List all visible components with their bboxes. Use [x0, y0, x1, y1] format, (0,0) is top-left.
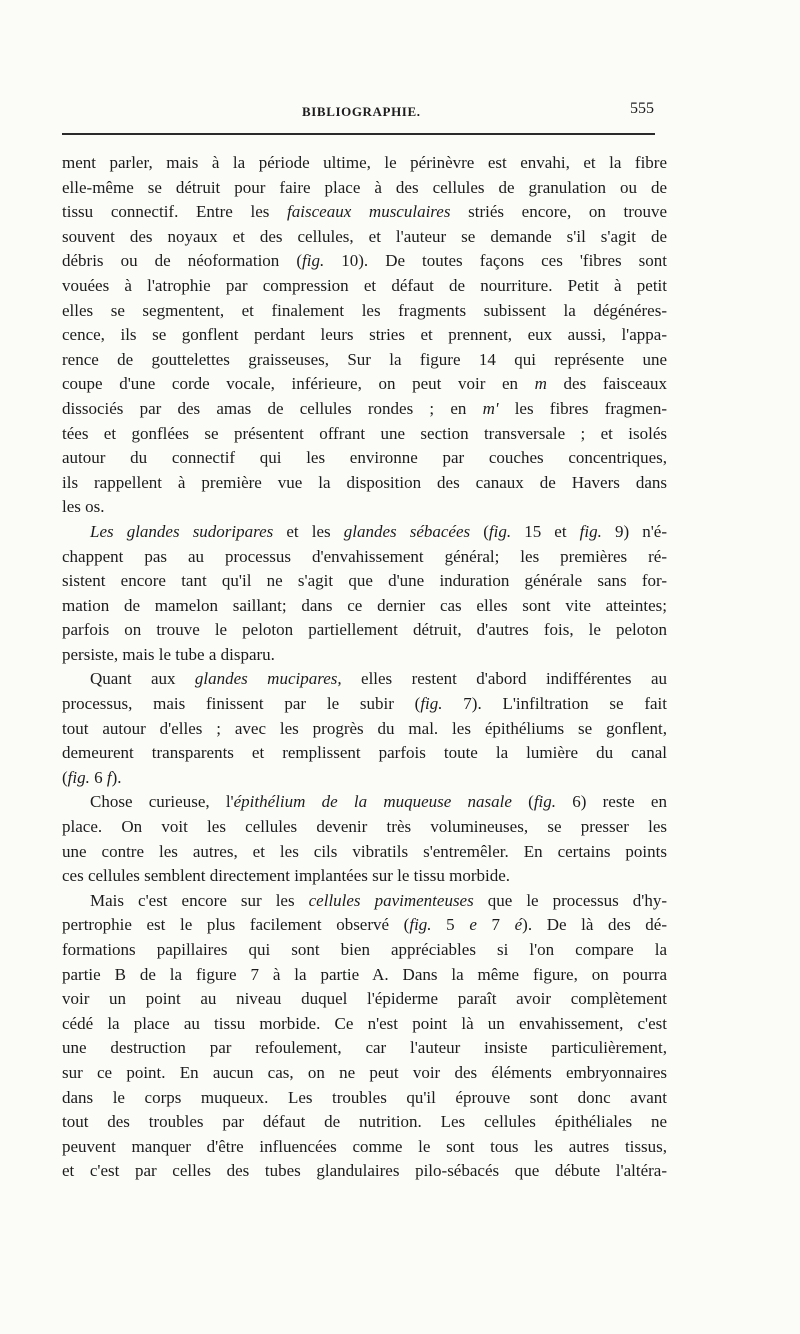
text-line: [62, 176, 667, 201]
italic-text: fig.: [409, 915, 432, 935]
italic-text: fig.: [533, 792, 557, 812]
text-segment: (: [470, 521, 489, 541]
italic-text: faisceaux musculaires: [287, 202, 451, 222]
text-segment: Chose curieuse, l': [90, 792, 234, 812]
paragraph: [62, 520, 667, 668]
text-segment: processus, mais finissent par le subir (: [62, 694, 421, 714]
text-segment: elles restent d'abord indifférentes au: [341, 669, 667, 689]
text-segment: les fibres fragmen-: [498, 398, 667, 418]
text-segment: mation de mamelon saillant; dans ce dernier cas elles sont vite atteintes;: [62, 595, 667, 615]
text-segment: débris ou de néoformation (: [62, 251, 302, 271]
text-segment: ment parler, mais à la période ultime, le périnèvre est envahi, et la fibre: [62, 153, 667, 172]
text-segment: dissociés par des amas de cellules rondes ; en: [62, 398, 483, 418]
italic-text: glandes sébacées: [343, 521, 471, 541]
text-segment: une destruction par refoulement, car l'auteur insiste particulièrement,: [62, 1038, 667, 1058]
text-segment: vouées à l'atrophie par compression et défaut de nourriture. Petit à petit: [62, 275, 667, 295]
italic-text: fig.: [579, 521, 602, 541]
text-segment: 7). L'infiltration se fait: [442, 694, 667, 714]
text-line: [62, 864, 667, 889]
text-segment: et c'est par celles des tubes glandulaires pilo-sébacés que débute l'altéra-: [62, 1161, 667, 1181]
text-line: [62, 987, 667, 1012]
text-segment: 6) reste en: [556, 792, 667, 812]
text-line: [62, 545, 667, 570]
text-line: [62, 840, 667, 865]
header-rule: [62, 133, 655, 135]
text-line: [62, 225, 667, 250]
paragraph: [62, 667, 667, 790]
text-line: [62, 372, 667, 397]
text-segment: coupe d'une corde vocale, inférieure, on peut voir en: [62, 374, 535, 394]
italic-text: glandes mucipares,: [194, 669, 342, 689]
text-segment: (: [62, 767, 68, 787]
text-line: [62, 495, 667, 520]
text-segment: 5: [431, 915, 470, 935]
text-line: [62, 913, 667, 938]
italic-text: cellules pavimenteuses: [308, 890, 474, 910]
text-line: [62, 249, 667, 274]
text-segment: 7: [476, 915, 515, 935]
text-segment: elle-même se détruit pour faire place à des cellules de granulation ou de: [62, 177, 667, 197]
text-line: [62, 1012, 667, 1037]
italic-text: fig.: [420, 694, 443, 714]
text-line: [62, 692, 667, 717]
text-line: [62, 643, 667, 668]
text-line: [62, 790, 667, 815]
text-segment: 15 et: [511, 521, 580, 541]
text-segment: peuvent manquer d'être influencées comme le sont tous les autres tissus,: [62, 1136, 667, 1156]
paragraph: [62, 889, 667, 1184]
text-line: [62, 422, 667, 447]
text-segment: 10). De toutes façons ces 'fibres sont: [324, 251, 667, 271]
text-line: [62, 299, 667, 324]
text-line: [62, 741, 667, 766]
text-segment: (: [511, 792, 534, 812]
text-line: [62, 1159, 667, 1184]
text-line: [62, 323, 667, 348]
text-segment: les os.: [62, 497, 105, 517]
text-segment: tout des troubles par défaut de nutrition. Les cellules épithéliales ne: [62, 1112, 667, 1132]
text-segment: cédé la place au tissu morbide. Ce n'est point là un envahissement, c'est: [62, 1013, 667, 1033]
text-segment: place. On voit les cellules devenir très volumineuses, se presser les: [62, 817, 667, 837]
text-line: [62, 1061, 667, 1086]
text-segment: partie B de la figure 7 à la partie A. Dans la même figure, on pourra: [62, 964, 667, 984]
text-segment: demeurent transparents et remplissent parfois toute la lumière du canal: [62, 743, 667, 763]
italic-text: m: [534, 374, 547, 394]
italic-text: fig.: [488, 521, 512, 541]
paragraph: [62, 790, 667, 888]
italic-text: f: [106, 767, 112, 787]
text-line: [62, 766, 667, 791]
paragraph: [62, 151, 667, 520]
text-segment: voir un point au niveau duquel l'épiderme paraît avoir complètement: [62, 989, 667, 1009]
text-line: [62, 569, 667, 594]
text-line: [62, 520, 667, 545]
text-segment: ces cellules semblent directement implantées sur le tissu morbide.: [62, 866, 511, 886]
text-line: [62, 1135, 667, 1160]
text-line: [62, 963, 667, 988]
text-segment: rence de gouttelettes graisseuses, Sur la figure 14 qui représente une: [62, 349, 667, 369]
text-line: [62, 1086, 667, 1111]
text-line: [62, 200, 667, 225]
text-line: [62, 471, 667, 496]
text-segment: sistent encore tant qu'il ne s'agit que d'une induration générale sans for-: [62, 571, 667, 591]
text-segment: ils rappellent à première vue la disposition des canaux de Havers dans: [62, 472, 667, 492]
text-segment: striés encore, on trouve: [450, 202, 667, 222]
text-line: [62, 938, 667, 963]
text-segment: tées et gonflées se présentent offrant une section transversale ; et isolés: [62, 423, 667, 443]
text-segment: et les: [273, 521, 344, 541]
text-line: [62, 151, 667, 176]
italic-text: Les glandes sudoripares: [90, 521, 274, 541]
text-segment: elles se segmentent, et finalement les fragments subissent la dégénéres-: [62, 300, 667, 320]
page-number: 555: [630, 100, 654, 117]
text-segment: Quant aux: [90, 669, 195, 689]
text-line: [62, 446, 667, 471]
text-line: [62, 815, 667, 840]
text-segment: 6: [89, 767, 107, 787]
body-text: [62, 151, 667, 1184]
italic-text: fig.: [67, 767, 90, 787]
italic-text: é: [514, 915, 523, 935]
italic-text: fig.: [302, 251, 325, 271]
italic-text: épithélium de la muqueuse nasale: [233, 792, 512, 812]
text-segment: Mais c'est encore sur les: [90, 890, 309, 910]
text-line: [62, 348, 667, 373]
text-segment: parfois on trouve le peloton partiellement détruit, d'autres fois, le peloton: [62, 620, 667, 640]
text-segment: persiste, mais le tube a disparu.: [62, 644, 275, 664]
text-line: [62, 667, 667, 692]
text-segment: chappent pas au processus d'envahissement général; les premières ré-: [62, 546, 667, 566]
italic-text: e: [469, 915, 477, 935]
text-segment: dans le corps muqueux. Les troubles qu'il éprouve sont donc avant: [62, 1087, 667, 1107]
text-segment: tout autour d'elles ; avec les progrès du mal. les épithéliums se gonflent,: [62, 718, 667, 738]
text-segment: souvent des noyaux et des cellules, et l'auteur se demande s'il s'agit de: [62, 226, 667, 246]
text-line: [62, 397, 667, 422]
text-segment: une contre les autres, et les cils vibratils s'entremêler. En certains points: [62, 841, 667, 861]
text-segment: des faisceaux: [546, 374, 668, 394]
text-segment: cence, ils se gonflent perdant leurs stries et prennent, eux aussi, l'appa-: [62, 325, 667, 345]
text-segment: pertrophie est le plus facilement observé (: [62, 915, 410, 935]
text-segment: ). De là des dé-: [522, 915, 668, 935]
text-segment: ).: [111, 767, 122, 787]
text-segment: autour du connectif qui les environne par couches concentriques,: [62, 448, 667, 468]
text-line: [62, 618, 667, 643]
text-line: [62, 1036, 667, 1061]
text-line: [62, 274, 667, 299]
text-segment: 9) n'é-: [601, 521, 667, 541]
text-line: [62, 1110, 667, 1135]
text-segment: sur ce point. En aucun cas, on ne peut voir des éléments embryonnaires: [62, 1062, 667, 1082]
text-line: [62, 594, 667, 619]
text-segment: que le processus d'hy-: [473, 890, 667, 910]
text-line: [62, 717, 667, 742]
text-segment: formations papillaires qui sont bien appréciables si l'on compare la: [62, 940, 667, 959]
running-title: BIBLIOGRAPHIE.: [302, 104, 421, 119]
text-line: [62, 889, 667, 914]
text-segment: tissu connectif. Entre les: [62, 202, 288, 222]
italic-text: m': [482, 398, 499, 418]
